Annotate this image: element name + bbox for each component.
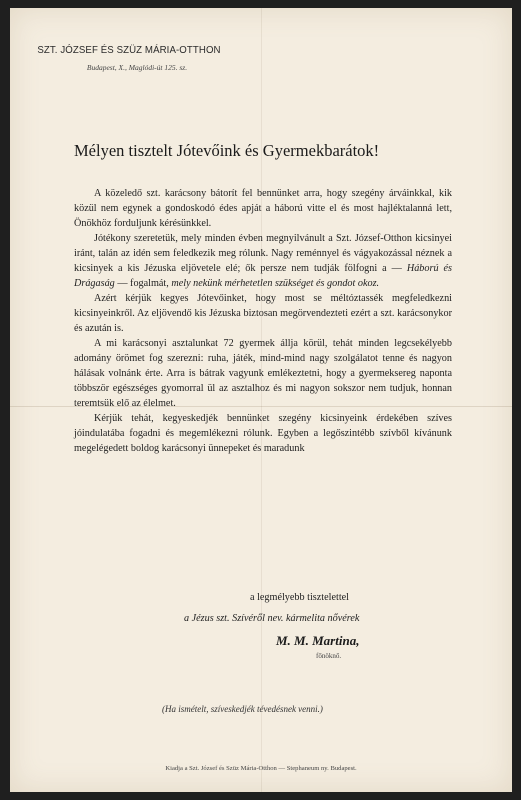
war-and-expense-phrase: Háború és Drágaság bbox=[74, 263, 452, 289]
letter-sheet bbox=[10, 8, 512, 792]
letter-body bbox=[74, 186, 452, 456]
closing-line-1: a legmélyebb tisztelettel bbox=[250, 592, 350, 603]
closing-line-2: a Jézus szt. Szívéről nev. kármelita nővérek bbox=[184, 613, 360, 624]
paragraph-2-mid: — fogalmát, bbox=[117, 278, 169, 289]
paragraph-2-italic-end: mely nekünk mérhetetlen szükséget és gondot okoz. bbox=[171, 278, 380, 289]
paragraph-2-start: Jótékony szeretetük, mely minden évben megnyilvánult a Szt. József-Otthon kicsinyei iránt, talán az idén sem feledkezik meg rólunk. Nagy reménnyel és vágyakozással néznek a kicsinyek a kis Jézuska eljövetele elé; ők persze nem tudják fölfogni a — bbox=[74, 233, 452, 274]
signature-title: főnöknő. bbox=[316, 652, 342, 660]
paragraph-2 bbox=[74, 231, 452, 291]
letterhead-organization: SZT. JÓZSEF ÉS SZÜZ MÁRIA-OTTHON bbox=[37, 44, 221, 56]
signature: M. M. Martina, bbox=[276, 633, 360, 648]
paragraph-4: A mi karácsonyi asztalunkat 72 gyermek állja körül, tehát minden legcsekélyebb adomány örömet fog szerezni: ruha, játék, mind-mind nagy szolgálatot tenne és nagyon hálásak volnánk érte. Arra is bátrak vagyunk emlékeztetni, hogy a gyermeksereg naponta többször egészséges gyomorral ül az asztalhoz és mi nagyon sokszor nem tudjuk, honnan teremtsük elő az élelmet. bbox=[74, 338, 452, 409]
salutation-heading: Mélyen tisztelt Jótevőink és Gyermekbarátok! bbox=[74, 141, 380, 160]
paragraph-5: Kérjük tehát, kegyeskedjék bennünket szegény kicsinyeink érdekében szíves jóindulatába fogadni és megemlékezni rólunk. Egyben a legőszintébb szívből kívánunk megelégedett boldog karácsonyi ünnepeket és maradunk bbox=[74, 413, 452, 454]
letterhead-address: Budapest, X., Maglódi-út 125. sz. bbox=[86, 63, 188, 72]
disclaimer-note: (Ha ismételt, szíveskedjék tévedésnek venni.) bbox=[162, 704, 323, 714]
paragraph-1: A közeledő szt. karácsony bátorít fel bennünket arra, hogy szegény árváinkkal, kik közül nem egynek a gondoskodó édes apját a háború vitte el és most hajléktalanná lett, Önökhöz forduljunk kérésünkkel. bbox=[74, 188, 452, 229]
paragraph-3: Azért kérjük kegyes Jótevőinket, hogy most se méltóztassék megfeledkezni kicsinyeinkről. Az eljövendő kis Jézuska biztosan megörvendezteti ezért a szt. karácsonykor és azután is. bbox=[74, 293, 452, 334]
printer-footer: Kiadja a Szt. József és Szüz Mária-Otthon — Stephaneum ny. Budapest. bbox=[165, 765, 357, 772]
